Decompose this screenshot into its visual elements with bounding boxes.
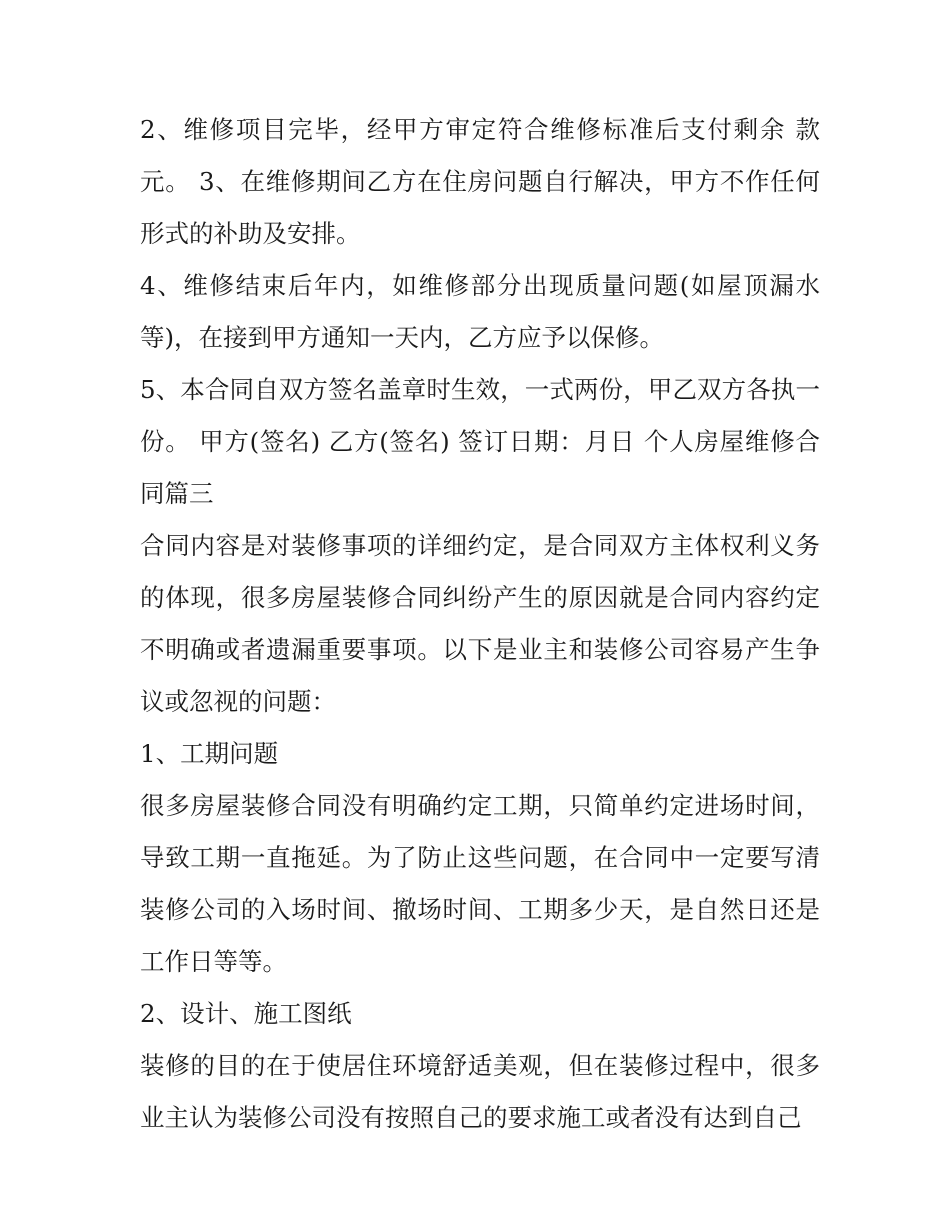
paragraph-repair-payment: 2、维修项目完毕，经甲方审定符合维修标准后支付剩余 款元。 3、在维修期间乙方在住房问题自行解决，甲方不作任何形式的补助及安排。 [140,115,820,248]
paragraph-warranty: 4、维修结束后年内，如维修部分出现质量问题(如屋顶漏水等)，在接到甲方通知一天内，乙方应予以保修。 [140,271,820,352]
section-heading-drawings: 2、设计、施工图纸 [140,999,352,1028]
paragraph-effective-signatures: 5、本合同自双方签名盖章时生效，一式两份，甲乙双方各执一份。 甲方(签名) 乙方(签名) 签订日期：月日 个人房屋维修合同篇三 [140,375,820,508]
paragraph-contract-content-intro: 合同内容是对装修事项的详细约定，是合同双方主体权利义务的体现，很多房屋装修合同纠纷产生的原因就是合同内容约定不明确或者遗漏重要事项。以下是业主和装修公司容易产生争议或忽视的问题： [140,531,820,716]
paragraph-drawings: 装修的目的在于使居住环境舒适美观，但在装修过程中，很多业主认为装修公司没有按照自己的要求施工或者没有达到自己 [140,1051,820,1132]
document-body [140,104,820,1144]
section-heading-schedule: 1、工期问题 [140,739,279,768]
paragraph-schedule: 很多房屋装修合同没有明确约定工期，只简单约定进场时间，导致工期一直拖延。为了防止这些问题，在合同中一定要写清装修公司的入场时间、撤场时间、工期多少天，是自然日还是工作日等等。 [140,791,820,976]
